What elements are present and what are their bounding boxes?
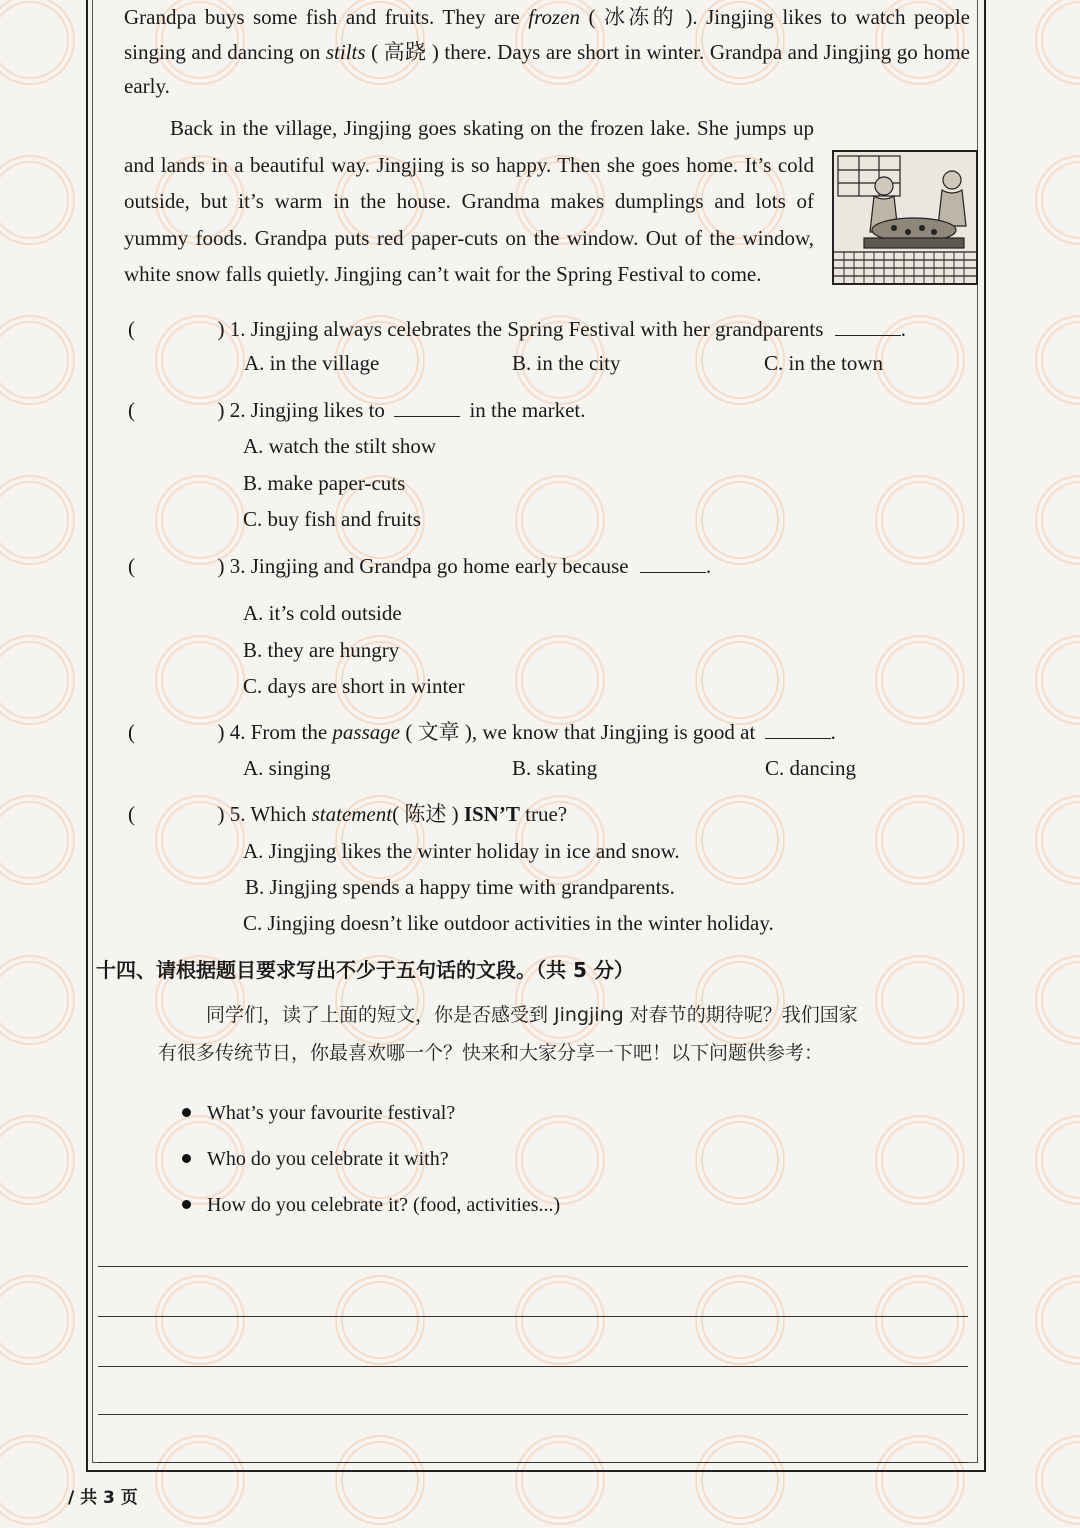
watermark-stamp xyxy=(1036,0,1080,84)
watermark-stamp xyxy=(0,636,74,724)
writing-section-title: 十四、请根据题目要求写出不少于五句话的文段。（共 5 分） xyxy=(96,958,634,982)
q4-paren-open: ( xyxy=(128,720,135,744)
question-5 xyxy=(128,801,567,827)
bullet-icon xyxy=(182,1200,191,1209)
watermark-stamp xyxy=(0,1116,74,1204)
q1-paren-close: ) xyxy=(217,317,225,341)
q4-stem-b: ( 文章 ), we know that Jingjing is good at xyxy=(400,720,756,744)
passage-gloss-frozen: ( 冰冻的 ). xyxy=(580,5,707,29)
watermark-stamp xyxy=(0,1436,74,1524)
watermark-stamp xyxy=(0,796,74,884)
writing-prompt-1 xyxy=(182,1102,455,1125)
watermark-stamp xyxy=(1036,1436,1080,1524)
writing-intro-line-2: 有很多传统节日，你最喜欢哪一个？快来和大家分享一下吧！以下问题供参考： xyxy=(158,1042,824,1064)
watermark-stamp xyxy=(1036,796,1080,884)
q5-stem-c: true? xyxy=(519,802,568,826)
answer-writing-line[interactable] xyxy=(98,1266,968,1267)
q1-blank[interactable] xyxy=(835,317,901,336)
q5-stem-italic: statement xyxy=(311,802,393,826)
bullet-icon xyxy=(182,1108,191,1117)
q5-option-a[interactable]: A. Jingjing likes the winter holiday in ice and snow. xyxy=(243,839,680,863)
question-4 xyxy=(128,719,836,745)
q2-stem: 2. Jingjing likes to xyxy=(229,398,385,422)
q3-option-c[interactable]: C. days are short in winter xyxy=(243,674,465,698)
watermark-stamp xyxy=(0,156,74,244)
q2-paren-close: ) xyxy=(217,398,225,422)
answer-writing-line[interactable] xyxy=(98,1316,968,1317)
q2-option-a[interactable]: A. watch the stilt show xyxy=(243,434,437,458)
q5-stem-a: 5. Which xyxy=(229,802,312,826)
q5-paren-close: ) xyxy=(217,802,225,826)
q4-stem-italic: passage xyxy=(332,720,401,744)
watermark-stamp xyxy=(1036,956,1080,1044)
watermark-stamp xyxy=(0,476,74,564)
watermark-stamp xyxy=(1036,476,1080,564)
answer-writing-line[interactable] xyxy=(98,1366,968,1367)
q1-suffix: . xyxy=(900,317,906,341)
q3-stem: 3. Jingjing and Grandpa go home early because xyxy=(229,554,629,578)
q4-blank[interactable] xyxy=(765,720,831,739)
q1-option-a[interactable]: A. in the village xyxy=(244,351,380,375)
q4-option-b[interactable]: B. skating xyxy=(512,756,598,780)
watermark-stamp xyxy=(0,0,74,84)
passage-word-frozen: frozen xyxy=(528,5,580,29)
watermark-stamp xyxy=(0,956,74,1044)
q4-option-c[interactable]: C. dancing xyxy=(765,756,856,780)
q4-option-a[interactable]: A. singing xyxy=(243,756,331,780)
passage-p2-body: Back in the village, Jingjing goes skating on the frozen lake. She jumps up and lands in a beautiful way. Jingjing is so happy. Then she goes home. It’s cold outside, but it’s warm in the house. Grandma makes dumplings and lots of yummy foods. Grandpa puts red paper-cuts on the window. Out of the window, white snow falls quietly. Jingjing can’t wait for the Spring Festival to come. xyxy=(124,116,814,286)
passage-paragraph-1 xyxy=(124,0,970,104)
q2-blank[interactable] xyxy=(394,398,460,417)
q4-paren-close: ) xyxy=(217,720,225,744)
question-3 xyxy=(128,553,711,579)
writing-prompt-3-text: How do you celebrate it? (food, activities...) xyxy=(207,1194,561,1216)
question-2 xyxy=(128,397,585,423)
writing-prompt-2-text: Who do you celebrate it with? xyxy=(207,1148,449,1170)
q4-suffix: . xyxy=(830,720,836,744)
writing-intro-line-1: 同学们，读了上面的短文，你是否感受到 Jingjing 对春节的期待呢？我们国家 xyxy=(206,1004,858,1026)
passage-word-stilts: stilts xyxy=(325,39,366,64)
page-footer: / 共 3 页 xyxy=(68,1488,138,1508)
question-1 xyxy=(128,316,906,342)
q3-blank[interactable] xyxy=(640,554,706,573)
answer-writing-line[interactable] xyxy=(98,1462,968,1463)
q1-option-c[interactable]: C. in the town xyxy=(764,351,883,375)
q3-suffix: . xyxy=(705,554,712,578)
q5-option-b[interactable]: B. Jingjing spends a happy time with grandparents. xyxy=(245,875,675,899)
passage-p1-b: Jingjing likes to watch people singing and dancing on xyxy=(124,5,970,64)
q1-stem: 1. Jingjing always celebrates the Spring Festival with her grandparents xyxy=(229,317,824,341)
q3-paren-close: ) xyxy=(217,554,225,578)
watermark-stamp xyxy=(1036,1116,1080,1204)
writing-prompt-1-text: What’s your favourite festival? xyxy=(207,1102,456,1124)
passage-p1-a: Grandpa buys some fish and fruits. They are xyxy=(124,5,529,29)
watermark-stamp xyxy=(1036,1276,1080,1364)
q2-option-b[interactable]: B. make paper-cuts xyxy=(243,471,406,495)
watermark-stamp xyxy=(0,316,74,404)
watermark-stamp xyxy=(1036,316,1080,404)
passage-gloss-stilts: ( 高跷 ) xyxy=(365,39,445,64)
q5-option-c[interactable]: C. Jingjing doesn’t like outdoor activities in the winter holiday. xyxy=(243,911,774,935)
q5-stem-bold: ISN’T xyxy=(463,802,520,826)
q5-stem-b: ( 陈述 ) xyxy=(392,802,464,826)
q3-option-b[interactable]: B. they are hungry xyxy=(243,638,400,662)
passage-p1-c: there. Days are short in winter. Grandpa and Jingjing go home early. xyxy=(124,39,970,98)
q1-paren-open: ( xyxy=(128,317,135,341)
watermark-stamp xyxy=(0,1276,74,1364)
q4-stem-a: 4. From the xyxy=(229,720,333,744)
writing-prompt-3 xyxy=(182,1194,560,1217)
q2-paren-open: ( xyxy=(128,398,135,422)
q2-option-c[interactable]: C. buy fish and fruits xyxy=(243,507,421,531)
q1-option-b[interactable]: B. in the city xyxy=(512,351,621,375)
bullet-icon xyxy=(182,1154,191,1163)
q2-suffix: in the market. xyxy=(469,398,586,422)
q3-paren-open: ( xyxy=(128,554,135,578)
illustration-drawing xyxy=(834,152,976,283)
writing-prompt-2 xyxy=(182,1148,449,1171)
answer-writing-line[interactable] xyxy=(98,1414,968,1415)
festival-family-illustration xyxy=(832,150,978,285)
watermark-stamp xyxy=(1036,156,1080,244)
q3-option-a[interactable]: A. it’s cold outside xyxy=(243,601,402,625)
q5-paren-open: ( xyxy=(128,802,135,826)
watermark-stamp xyxy=(1036,636,1080,724)
